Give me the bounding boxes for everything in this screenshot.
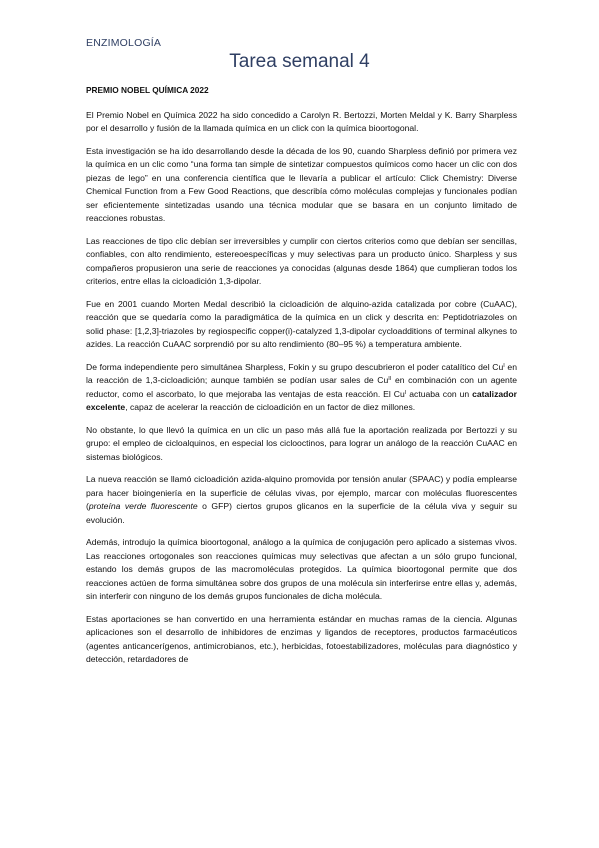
paragraph-5 [86,361,517,415]
paragraph-5-text-2: en la reacción de 1,3-cicloadición; aunque también se podían usar sales de Cu [86,361,517,385]
paragraph-2: Esta investigación se ha ido desarrollando desde la década de los 90, cuando Sharpless definió por primera vez la química en un clic como “una forma tan simple de sintetizar compuestos químicos como hacer un clic con dos piezas de lego” en una conferencia científica que le llevaría a publicar el artículo: Click Chemistry: Diverse Chemical Function from a Few Good Reactions, que describía cómo moléculas complejas y funcionales podían ser eficientemente sintetizadas usando una técnica modular que se basara en un conjunto limitado de reacciones robustas. [86,145,517,223]
paragraph-3: Las reacciones de tipo clic debían ser irreversibles y cumplir con ciertos criterios como que debían ser sencillas, confiables, con alto rendimiento, estereoespecíficas y muy selectivas para un producto único. Sharpless y sus compañeros propusieron una serie de reacciones ya conocidas (algunas desde 1864) que cumplieran todos los criterios, entre ellas la cicloadición 1,3-dipolar. [86,235,517,286]
paragraph-5-text-1: De forma independiente pero simultánea Sharpless, Fokin y su grupo descubrieron el poder catalítico del Cu [86,361,504,372]
paragraph-5-text-3: en combinación con un agente reductor, como el ascorbato, lo que mejoraba las ventajas de esta reacción. El Cu [86,375,517,399]
page-title: Tarea semanal 4 [229,51,370,72]
paragraph-7-text-1: La nueva reacción se llamó cicloadición azida-alquino promovida por tensión anular (SPAAC) y podía emplearse para hacer bioingeniería en la superficie de células vivas, por ejemplo, marcar con moléculas fluorescentes ( [86,474,517,511]
paragraph-8: Además, introdujo la química bioortogonal, análogo a la química de conjugación pero aplicado a sistemas vivos. Las reacciones ortogonales son reacciones químicas muy selectivas que afectan a un sólo grupo funcional, estando los demás grupos de las macromoléculas protegidos. La química bioortogonal permite que dos reacciones actúen de forma simultánea sobre dos grupos de una molécula sin interferirse entre ellas y, además, sin interferir con ninguno de los demás grupos funcionales de dicha molécula. [86,537,517,601]
section-heading: PREMIO NOBEL QUÍMICA 2022 [86,85,209,95]
document-body [86,84,517,676]
superscript-cu-ii: II [388,376,392,382]
paragraph-7 [86,473,517,527]
italic-gfp: proteína verde fluorescente [88,501,198,511]
paragraph-1: El Premio Nobel en Química 2022 ha sido concedido a Carolyn R. Bertozzi, Morten Meldal y K. Barry Sharpless por el desarrollo y fusión de la llamada química en un click con la química bioortogonal. [86,109,517,133]
paragraph-7-text-2: o GFP) ciertos grupos glicanos en la superficie de la célula viva y seguir su evolución. [86,501,517,525]
superscript-cu-i: I [503,362,505,369]
course-name: ENZIMOLOGÍA [86,37,162,49]
bold-catalyst: catalizador excelente [86,388,517,412]
superscript-cu-i-2: I [404,389,407,396]
paragraph-5-text-5: , capaz de acelerar la reacción de cicloadición en un factor de diez millones. [125,402,416,412]
paragraph-6: No obstante, lo que llevó la química en un clic un paso más allá fue la aportación realizada por Bertozzi y su grupo: el empleo de cicloalquinos, en especial los ciclooctinos, para lograr un análogo de la reacción CuAAC en sistemas biológicos. [86,424,517,462]
paragraph-9: Estas aportaciones se han convertido en una herramienta estándar en muchas ramas de la ciencia. Algunas aplicaciones son el desarrollo de inhibidores de enzimas y ligandos de receptores, productos farmacéuticos (agentes anticancerígenos, antimicrobianos, etc.), herbicidas, fotoestabilizadores, moléculas para diagnóstico y detección, retardadores de [86,613,517,664]
paragraph-4: Fue en 2001 cuando Morten Medal describió la cicloadición de alquino-azida catalizada por cobre (CuAAC), reacción que se quedaría como la paradigmática de la química en un click y descrita en: Peptidotriazoles on solid phase: [1,2,3]-triazoles by regiospecific copper(i)-catalyzed 1,3-dipolar cycloadditions of terminal alkynes to azides. La reacción CuAAC sorprendió por su alto rendimiento (80–95 %) a temperatura ambiente. [86,298,517,349]
paragraph-5-text-4: actuaba con un [406,388,473,399]
